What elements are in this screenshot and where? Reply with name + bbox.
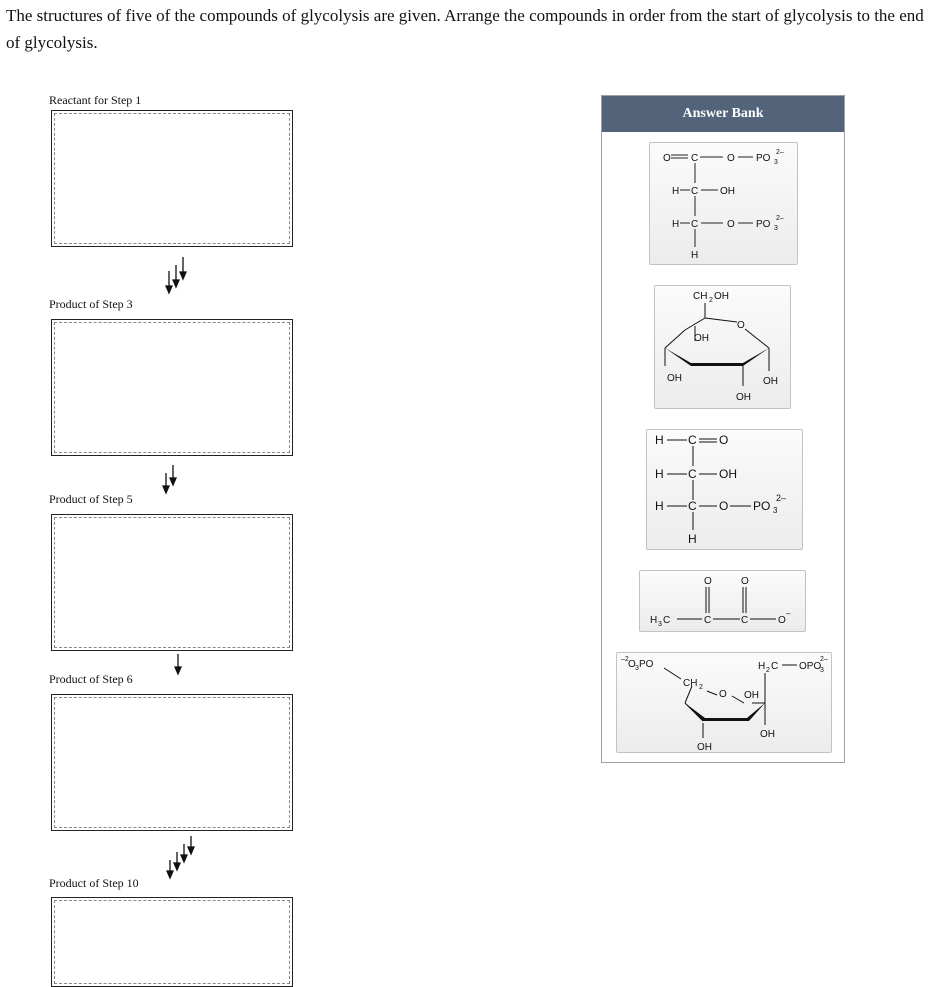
dropzone-reactant-step1[interactable] [51, 110, 293, 247]
svg-text:OH: OH [697, 742, 712, 753]
answer-bank-title: Answer Bank [602, 96, 844, 132]
svg-text:3: 3 [658, 621, 662, 628]
svg-text:2–: 2– [776, 149, 784, 156]
svg-text:C: C [691, 186, 699, 197]
svg-text:O: O [778, 615, 786, 626]
svg-text:2–: 2– [776, 493, 787, 503]
fructose-bisphosphate-structure [617, 653, 833, 754]
dropzone-product-step5[interactable] [51, 514, 293, 651]
svg-text:O: O [719, 433, 729, 447]
svg-text:OH: OH [714, 291, 729, 302]
svg-text:PO: PO [756, 153, 771, 164]
slot-label-step3: Product of Step 3 [49, 297, 133, 311]
svg-text:H: H [650, 615, 658, 626]
svg-text:2–: 2– [820, 656, 828, 663]
arrows-steps-1-3-icon [163, 253, 193, 297]
svg-text:O: O [741, 576, 749, 587]
svg-text:–: – [786, 609, 791, 618]
bisphosphoglycerate-structure [650, 143, 799, 266]
question-text: The structures of five of the compounds of glycolysis are given. Arrange the compounds in order from the start of glycolysis to the end of glycolysis. [6, 6, 924, 52]
answer-tile-bisphosphoglycerate[interactable] [649, 142, 798, 265]
svg-text:OH: OH [720, 186, 735, 197]
pyruvate-structure [640, 571, 807, 633]
svg-text:3: 3 [774, 225, 778, 232]
answer-bank [601, 95, 845, 763]
svg-text:PO: PO [756, 219, 771, 230]
svg-text:O: O [704, 576, 712, 587]
svg-text:2–: 2– [776, 215, 784, 222]
arrow-step-6-icon [170, 652, 186, 678]
svg-text:2: 2 [699, 684, 703, 691]
dropzone-product-step10[interactable] [51, 897, 293, 987]
glucose-structure [655, 286, 792, 410]
arrows-steps-4-5-icon [160, 461, 184, 497]
svg-text:OH: OH [760, 729, 775, 740]
svg-text:C: C [741, 615, 749, 626]
slot-label-step5: Product of Step 5 [49, 492, 133, 506]
arrows-steps-7-10-icon [164, 832, 204, 884]
answer-tile-fructose-bisphosphate[interactable] [616, 652, 832, 753]
svg-text:C: C [691, 153, 699, 164]
svg-text:2: 2 [766, 667, 770, 674]
svg-text:H: H [672, 186, 680, 197]
slot-label-step1: Reactant for Step 1 [49, 93, 142, 107]
svg-text:3: 3 [773, 506, 778, 515]
svg-text:H: H [758, 661, 766, 672]
svg-text:OPO: OPO [799, 661, 822, 672]
svg-text:OH: OH [744, 690, 759, 701]
svg-text:H: H [655, 433, 664, 447]
svg-text:H: H [691, 250, 699, 261]
svg-text:H: H [672, 219, 680, 230]
svg-text:OH: OH [763, 376, 778, 387]
svg-text:H: H [655, 499, 664, 513]
svg-text:–2: –2 [621, 656, 629, 663]
svg-text:OH: OH [667, 373, 682, 384]
svg-text:C: C [688, 433, 697, 447]
svg-text:C: C [663, 615, 671, 626]
slot-label-step10: Product of Step 10 [49, 876, 139, 890]
svg-text:O: O [727, 219, 735, 230]
svg-text:C: C [704, 615, 712, 626]
slot-label-step6: Product of Step 6 [49, 672, 133, 686]
svg-text:O: O [719, 689, 727, 700]
svg-text:3: 3 [774, 159, 778, 166]
svg-text:O: O [719, 499, 729, 513]
svg-text:3: 3 [635, 665, 639, 672]
svg-text:2: 2 [709, 297, 713, 304]
svg-text:H: H [655, 467, 664, 481]
svg-text:H: H [688, 532, 697, 546]
svg-text:O: O [663, 153, 671, 164]
svg-text:3: 3 [820, 667, 824, 674]
svg-text:C: C [691, 219, 699, 230]
svg-text:O: O [628, 659, 636, 670]
answer-tile-glyceraldehyde-3-phosphate[interactable] [646, 429, 803, 550]
svg-text:OH: OH [719, 467, 737, 481]
dropzone-product-step6[interactable] [51, 694, 293, 831]
answer-tile-pyruvate[interactable] [639, 570, 806, 632]
svg-text:OH: OH [736, 392, 751, 403]
glyceraldehyde-structure [647, 430, 804, 551]
svg-text:C: C [771, 661, 779, 672]
svg-text:CH: CH [693, 291, 708, 302]
svg-text:C: C [688, 467, 697, 481]
answer-tile-glucose[interactable] [654, 285, 791, 409]
dropzone-product-step3[interactable] [51, 319, 293, 456]
svg-text:PO: PO [639, 659, 654, 670]
svg-text:O: O [737, 320, 745, 331]
svg-text:PO: PO [753, 499, 771, 513]
svg-text:C: C [688, 499, 697, 513]
svg-text:OH: OH [694, 333, 709, 344]
svg-text:O: O [727, 153, 735, 164]
svg-text:CH: CH [683, 678, 698, 689]
